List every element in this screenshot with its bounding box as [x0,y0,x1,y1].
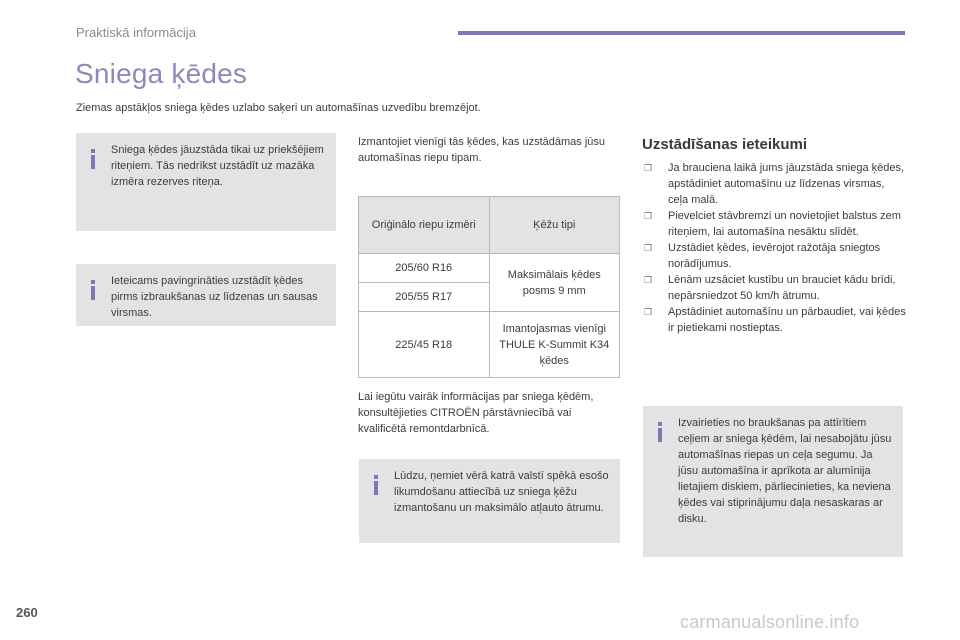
info-icon [88,280,98,300]
table-cell-tire: 225/45 R18 [359,312,490,378]
note-text: Ieteicams pavingrināties uzstādīt ķēdes pirms izbraukšanas uz līdzenas un sausas virsmas. [111,275,318,319]
middle-more-info: Lai iegūtu vairāk informācijas par sniega ķēdēm, konsultējieties CITROËN pārstāvniecībā vai kvalificētā remontdarbnīcā. [358,391,594,435]
table-header-chain-type: Ķēžu tipi [489,197,620,254]
note-practice [76,264,336,326]
square-bullet-icon: ❐ [644,275,653,285]
header-rule [458,31,905,35]
table-header-tire-size: Oriģinālo riepu izmēri [359,197,490,254]
square-bullet-icon: ❐ [644,211,653,221]
note-text: Izvairieties no braukšanas pa attīrītiem ceļiem ar sniega ķēdēm, lai nesabojātu jūsu automašīnas riepas un ceļa segumu. Ja jūsu automašīna ir aprīkota ar alumīnija lietajiem diskiem, pārliecinieties, ka neviena ķēdes vai stiprinājumu daļa nesaskaras ar disku. [678,417,892,525]
list-item-text: Ja brauciena laikā jums jāuzstāda sniega ķēdes, apstādiniet automašīnu uz līdzenas virsmas, ceļa malā. [668,162,905,206]
list-item [644,240,906,272]
tire-chain-table [358,196,620,378]
intro-text: Ziemas apstākļos sniega ķēdes uzlabo saķeri un automašīnas uzvedību bremzējot. [76,102,481,114]
list-item [644,304,906,336]
note-damaged-roads [643,406,903,557]
info-icon [371,475,381,495]
list-item-text: Pievelciet stāvbremzi un novietojiet balstus zem riteņiem, lai automašīna nesāktu slīdēt. [668,210,901,238]
list-item-text: Apstādiniet automašīnu un pārbaudiet, vai ķēdes ir pietiekami nostieptas. [668,306,906,334]
note-regulations [359,459,620,543]
note-text: Lūdzu, ņemiet vērā katrā valstī spēkā esošo likumdošanu attiecībā uz sniega ķēžu izmantošanu un maksimālo atļauto ātrumu. [394,470,609,514]
table-cell-chain: Maksimālais ķēdes posms 9 mm [489,254,620,312]
note-front-wheels [76,133,336,231]
tips-list [644,160,906,336]
square-bullet-icon: ❐ [644,243,653,253]
list-item [644,272,906,304]
list-item [644,160,906,208]
table-cell-tire: 205/55 R17 [359,283,490,312]
section-title: Uzstādīšanas ieteikumi [642,136,808,153]
note-text: Sniega ķēdes jāuzstāda tikai uz priekšējiem riteņiem. Tās nedrīkst uzstādīt uz mazāka izmēra rezerves riteņa. [111,144,324,188]
square-bullet-icon: ❐ [644,163,653,173]
header-section: Praktiskā informācija [76,25,196,40]
table-cell-chain: Imantojasmas vienīgi THULE K-Summit K34 ķēdes [489,312,620,378]
middle-lead: Izmantojiet vienīgi tās ķēdes, kas uzstādāmas jūsu automašīnas riepu tipam. [358,136,606,164]
list-item [644,208,906,240]
info-icon [88,149,98,169]
list-item-text: Uzstādiet ķēdes, ievērojot ražotāja sniegtos norādījumus. [668,242,881,270]
info-icon [655,422,665,442]
square-bullet-icon: ❐ [644,307,653,317]
page-title: Sniega ķēdes [75,58,248,89]
page-number: 260 [16,605,38,620]
watermark: carmanualsonline.info [680,612,860,632]
table-cell-tire: 205/60 R16 [359,254,490,283]
list-item-text: Lēnām uzsāciet kustību un brauciet kādu brīdi, nepārsniedzot 50 km/h ātrumu. [668,274,896,302]
